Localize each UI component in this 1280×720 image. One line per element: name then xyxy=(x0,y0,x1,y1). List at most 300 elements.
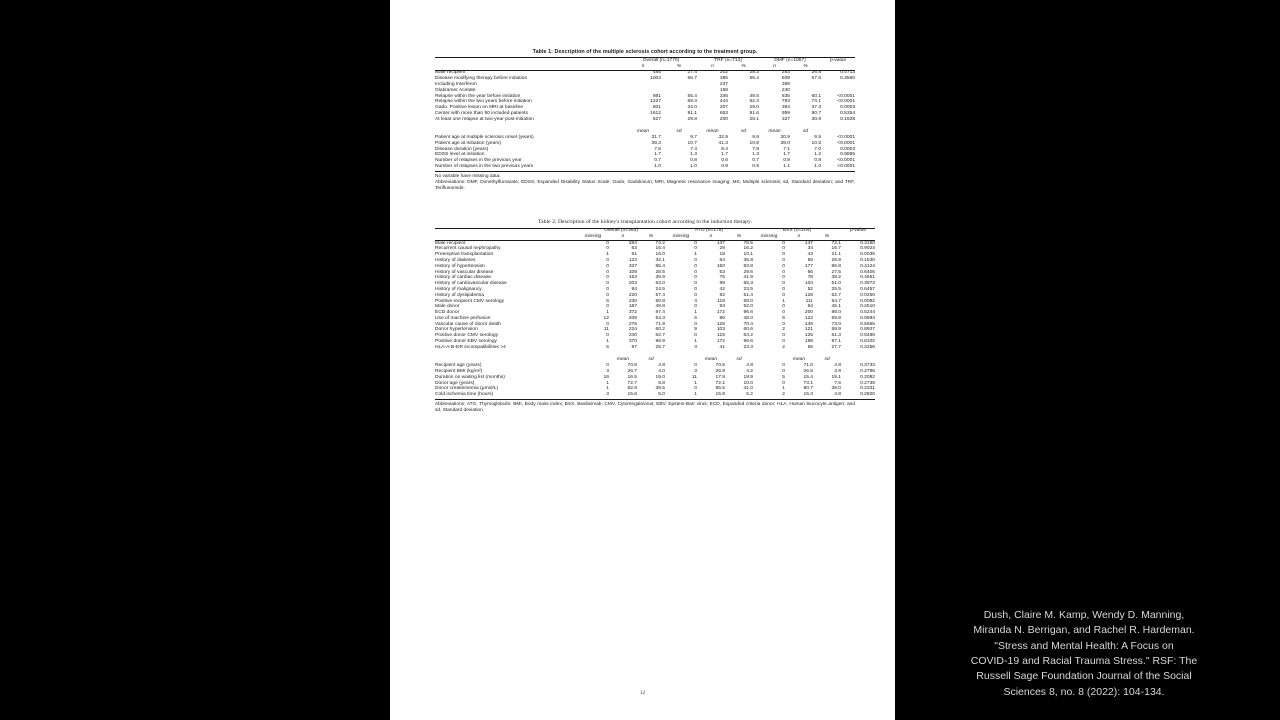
row-value-2: 653 xyxy=(719,110,729,116)
group-header-overall: Overall (n=1770) xyxy=(625,58,697,64)
row-value-6: 0.5354 xyxy=(840,110,856,116)
row-value-2: 96.9 xyxy=(655,338,665,344)
row-value-4: 1.7 xyxy=(783,152,791,158)
row-value-3: 1 xyxy=(694,338,697,344)
row-value-9: 0.0250 xyxy=(860,292,876,298)
row-value-4: 609 xyxy=(781,76,791,82)
row-label: Donor age (years) xyxy=(435,380,475,386)
row-value-9: 0.8927 xyxy=(860,327,876,333)
row-value-0: 1612 xyxy=(650,110,661,116)
row-label: Duration on waiting list (months) xyxy=(435,374,505,380)
citation-line: COVID-19 and Racial Trauma Stress." RSF: The xyxy=(970,654,1198,667)
row-value-0: 1004 xyxy=(650,76,661,82)
row-value-6: 0 xyxy=(782,338,786,344)
citation-line: "Stress and Mental Health: A Focus on xyxy=(994,639,1174,652)
row-label: Recurrent causal nephropathy xyxy=(435,246,501,252)
row-label: Male recipient xyxy=(435,70,466,76)
row-value-4: 635 xyxy=(781,93,791,99)
mean-sub-header-5: sd xyxy=(802,129,809,135)
row-value-6: <0.0001 xyxy=(837,158,856,164)
row-value-5: 18.9 xyxy=(743,374,754,380)
row-value-4: 86 xyxy=(719,315,725,321)
row-value-9: 0.6457 xyxy=(860,286,876,292)
mean-sub-header-1: sd xyxy=(676,129,682,135)
row-value-5: 7.0 xyxy=(814,146,822,152)
row-value-0: 5 xyxy=(606,344,609,350)
table-1-caption: Table 1: Description of the multiple sclerosis cohort according to the treatment group. xyxy=(532,49,758,55)
mean-sub-header-7: mean xyxy=(792,357,806,363)
row-label: Glatiramer Acetate xyxy=(435,87,476,93)
citation-line: Dush, Claire M. Kamp, Wendy D. Manning, xyxy=(983,609,1185,621)
row-value-5: 74.1 xyxy=(811,99,822,105)
row-value-6: 0.1928 xyxy=(840,116,856,122)
row-value-9: 0.8102 xyxy=(860,338,876,344)
row-value-7: 56 xyxy=(807,269,814,275)
row-value-2: 1.7 xyxy=(721,152,729,158)
mean-sub-header-8: sd xyxy=(824,357,830,363)
row-value-2: 53.0 xyxy=(655,281,665,287)
row-value-5: 10.0 xyxy=(743,380,754,386)
row-value-5: 10.1 xyxy=(743,252,754,258)
row-value-9: 0.6405 xyxy=(860,269,876,275)
row-value-0: 16 xyxy=(603,374,609,380)
row-value-3: 0 xyxy=(694,240,697,246)
row-value-4: 1.1 xyxy=(783,164,791,169)
row-value-4: 92 xyxy=(719,292,725,298)
row-value-3: 3 xyxy=(694,344,697,350)
row-value-1: 72.7 xyxy=(627,380,637,386)
row-value-0: 981 xyxy=(652,93,661,99)
row-label: History of cardiovascular disease xyxy=(435,281,507,287)
row-value-3: 1 xyxy=(694,310,697,316)
row-value-8: 4.8 xyxy=(834,363,842,369)
row-value-3: 48.5 xyxy=(749,93,760,99)
row-value-7: 52 xyxy=(807,286,814,292)
row-value-2: 8.8 xyxy=(658,380,665,386)
row-value-5: 23.3 xyxy=(743,344,754,350)
row-value-1: 203 xyxy=(628,281,637,287)
row-value-5: 96.6 xyxy=(743,338,754,344)
row-value-8: 27.5 xyxy=(831,269,842,275)
row-value-4: 283 xyxy=(781,70,791,76)
row-value-4: 150 xyxy=(716,263,725,269)
row-value-1: 327 xyxy=(628,263,637,269)
row-value-8: 3.9 xyxy=(834,368,842,374)
row-value-1: 16.5 xyxy=(627,374,637,380)
row-value-6: <0.0001 xyxy=(837,140,856,146)
row-value-6: 2 xyxy=(782,327,786,333)
row-value-0: 12 xyxy=(603,315,609,321)
row-value-4: 41 xyxy=(719,344,725,350)
row-value-3: 7.8 xyxy=(752,146,760,152)
row-value-1: 370 xyxy=(628,338,637,344)
row-value-6: 0 xyxy=(782,321,786,327)
row-value-1: 34.0 xyxy=(687,105,698,111)
row-value-5: 9.5 xyxy=(814,135,822,141)
sub-header-5: % xyxy=(725,234,753,240)
row-value-9: 0.4124 xyxy=(860,263,876,269)
row-value-9: 0.4651 xyxy=(860,275,876,281)
row-value-3: 9 xyxy=(694,327,697,333)
row-value-1: 153 xyxy=(628,275,637,281)
table-2 xyxy=(435,228,875,401)
row-value-8: 54.7 xyxy=(831,298,842,304)
row-value-2: 19.0 xyxy=(655,374,665,380)
row-value-8: 86.8 xyxy=(831,263,842,269)
row-value-6: 0 xyxy=(782,240,786,246)
row-value-5: 41.9 xyxy=(743,275,754,281)
row-value-0: 0 xyxy=(606,240,609,246)
bottom-rule-cell xyxy=(435,170,855,171)
row-value-1: 63 xyxy=(631,246,637,252)
table-2-footnote-abbrev: Abbreviations: ATG, Thymoglobulin; BMI, Body mass index; BSX, Basiliximab; CMV, Cytomegalovirus; EBV, Epstein-Barr virus; ECD, Expanded criteria donor; HLA, Human leucocyte antigen; and sd, Standard deviation. xyxy=(435,401,855,413)
row-value-4: 64 xyxy=(719,258,725,264)
row-label: Center with more than 50 included patients xyxy=(435,110,528,116)
row-value-4: 70.5 xyxy=(715,363,725,369)
row-value-6: 0.3560 xyxy=(840,76,856,82)
row-value-1: 123 xyxy=(628,258,637,264)
row-value-8: 7.5 xyxy=(834,380,842,386)
mean-sub-header-3: sd xyxy=(740,129,747,135)
row-value-5: 60.6 xyxy=(743,327,754,333)
row-label: Positive donor CMV serology xyxy=(435,333,499,339)
row-value-4: 240 xyxy=(781,87,791,93)
table-2-block xyxy=(435,219,876,414)
row-value-6: 0.4713 xyxy=(840,70,856,76)
row-value-8: 19.1 xyxy=(831,374,842,380)
row-value-6: 0 xyxy=(782,246,786,252)
row-value-4: 99 xyxy=(719,281,725,287)
sub-header-0: missing xyxy=(577,234,609,240)
row-label: Donor creatininemia (μmol/L) xyxy=(435,386,499,392)
row-value-3: 11 xyxy=(691,374,697,380)
row-value-0: 1 xyxy=(606,252,609,258)
row-value-4: 93 xyxy=(719,304,725,310)
row-value-2: 85.4 xyxy=(655,263,665,269)
row-value-3: 0 xyxy=(694,286,697,292)
row-label: EDSS level at initiation xyxy=(435,152,485,158)
row-label: History of diabetes xyxy=(435,258,476,264)
sub-header-2: n xyxy=(697,64,728,70)
row-value-4: 18 xyxy=(719,252,725,258)
row-value-4: 17.9 xyxy=(715,374,725,380)
row-value-5: 76.5 xyxy=(743,240,754,246)
row-value-7: 71.0 xyxy=(803,363,814,369)
row-value-9: 0.0082 xyxy=(860,298,876,304)
row-label: Disease duration (years) xyxy=(435,146,489,152)
row-value-3: 29.0 xyxy=(749,105,760,111)
row-value-6: 0 xyxy=(782,363,786,369)
row-value-6: 0 xyxy=(782,269,786,275)
row-value-6: 0 xyxy=(782,368,786,374)
row-label: History of cardiac disease xyxy=(435,275,491,281)
row-value-0: 601 xyxy=(652,105,661,111)
mean-sub-header-5: sd xyxy=(736,357,742,363)
row-value-1: 9.7 xyxy=(690,135,698,141)
row-value-7: 78 xyxy=(807,275,814,281)
row-value-1: 70.8 xyxy=(627,363,637,369)
row-value-6: 0 xyxy=(782,263,786,269)
row-value-6: 0 xyxy=(782,292,786,298)
row-value-2: 32.1 xyxy=(655,258,665,264)
row-value-6: 0 xyxy=(782,252,786,258)
citation-line: Sciences 8, no. 8 (2022): 104-134. xyxy=(1003,685,1165,698)
row-value-5: 51.4 xyxy=(743,292,754,298)
row-label: Cold ischemia time (hours) xyxy=(435,392,494,398)
row-label: Positive recipient CMV serology xyxy=(435,298,505,304)
row-value-5: 96.6 xyxy=(743,310,754,316)
row-value-8: 38.2 xyxy=(831,275,842,281)
row-value-3: 1 xyxy=(694,252,697,258)
row-value-1: 224 xyxy=(628,327,637,333)
row-value-9: 0.2796 xyxy=(860,368,876,374)
row-value-2: 5.0 xyxy=(658,392,665,398)
row-value-7: 177 xyxy=(804,263,814,269)
row-value-2: 158 xyxy=(719,87,729,93)
row-value-0: 0 xyxy=(606,333,609,339)
row-value-4: 394 xyxy=(781,105,791,111)
row-value-5: 4.2 xyxy=(746,368,754,374)
sub-header-7: n xyxy=(785,234,813,240)
row-value-5: 70.4 xyxy=(743,321,754,327)
row-value-4: 0.8 xyxy=(783,158,791,164)
row-value-1: 1.0 xyxy=(690,164,698,169)
row-value-9: 0.2331 xyxy=(860,386,876,392)
row-value-6: <0.0001 xyxy=(837,135,856,141)
row-value-1: 69.3 xyxy=(687,99,698,105)
row-label: At least one relapse at two-year post-initiation xyxy=(435,116,534,122)
sub-header-5: % xyxy=(790,64,821,70)
row-value-4: 959 xyxy=(781,110,791,116)
row-value-0: 1 xyxy=(606,338,609,344)
row-value-5: 30.9 xyxy=(811,116,822,122)
table-row xyxy=(435,345,875,351)
table-1-footnote-abbrev: Abbreviations: DMF, Dimethylfumarate; EDSS, Expanded Disability Status Scale; Gado, Gadolinium; MRI, Magnetic resonance imaging; MS, Multiple sclerosis; sd, Standard deviation; and TRF, Teriflunomide. xyxy=(435,179,855,191)
row-value-7: 198 xyxy=(804,338,814,344)
row-value-2: 60.8 xyxy=(655,298,665,304)
row-value-8: 28.9 xyxy=(831,258,842,264)
row-value-4: 15.9 xyxy=(715,392,725,398)
row-value-0: 3 xyxy=(606,392,609,398)
row-value-9: 0.9024 xyxy=(860,246,876,252)
sub-header-3: missing xyxy=(665,234,697,240)
mean-sub-header-1: mean xyxy=(616,357,630,363)
row-value-2: 28.5 xyxy=(655,269,665,275)
row-label: Male recipient xyxy=(435,240,466,246)
row-value-4: 172 xyxy=(716,310,725,316)
row-value-0: 0 xyxy=(606,363,609,369)
row-value-3: 9.8 xyxy=(752,135,760,141)
row-value-2: 62.7 xyxy=(655,333,665,339)
row-value-1: 284 xyxy=(628,240,637,246)
row-value-1: 0.8 xyxy=(690,158,698,164)
row-value-9: 0.1530 xyxy=(860,258,876,264)
row-value-3: 28.1 xyxy=(749,116,760,122)
row-value-4: 103 xyxy=(716,327,725,333)
row-value-1: 240 xyxy=(628,333,637,339)
row-value-4: 29 xyxy=(719,246,725,252)
row-value-7: 26.5 xyxy=(803,368,814,374)
row-value-5: 26.8 xyxy=(811,70,822,76)
row-value-7: 200 xyxy=(804,310,814,316)
row-value-8: 72.1 xyxy=(831,240,842,246)
row-value-8: 98.0 xyxy=(831,310,842,316)
row-value-0: 0 xyxy=(606,292,609,298)
row-value-2: 39.9 xyxy=(655,275,665,281)
row-value-1: 91.1 xyxy=(687,110,698,116)
row-value-8: 61.3 xyxy=(831,333,842,339)
row-value-5: 1.2 xyxy=(814,152,822,158)
group-header-dmf: DMF (n=1057) xyxy=(759,58,821,64)
table-2-caption: Table 2: Description of the kidney's transplantation cohort according to the induction therapy. xyxy=(538,219,752,226)
row-value-9: 0.2739 xyxy=(860,380,876,386)
row-value-3: 3 xyxy=(694,368,697,374)
row-value-2: 202 xyxy=(719,70,729,76)
mean-sub-header-0: mean xyxy=(636,129,650,135)
sub-header-4: n xyxy=(697,234,725,240)
row-value-2: 39.5 xyxy=(655,386,665,392)
row-value-3: 6 xyxy=(694,315,697,321)
row-value-5: 57.6 xyxy=(811,76,822,82)
row-value-5: 41.0 xyxy=(743,386,754,392)
bottom-rule-cell xyxy=(435,398,875,399)
row-value-8: 59.9 xyxy=(831,327,842,333)
row-value-8: 27.7 xyxy=(831,344,842,350)
row-value-3: 0 xyxy=(694,321,697,327)
row-value-1: 97 xyxy=(631,344,637,350)
row-value-1: 26.7 xyxy=(627,368,637,374)
row-value-0: 11 xyxy=(603,327,609,333)
row-value-7: 56 xyxy=(807,344,814,350)
group-header-overall: Overall (n=383) xyxy=(577,228,665,234)
row-value-2: 74.2 xyxy=(655,240,665,246)
row-value-3: 0 xyxy=(694,363,697,369)
row-value-7: 59 xyxy=(807,258,814,264)
table-bottom-rule xyxy=(435,398,875,399)
row-value-9: 0.2082 xyxy=(860,374,876,380)
row-value-5: 16.2 xyxy=(743,246,754,252)
row-value-4: 172 xyxy=(716,338,725,344)
sub-header-3: % xyxy=(728,64,759,70)
row-value-5: 83.8 xyxy=(743,263,754,269)
row-value-4: 30.9 xyxy=(780,135,791,141)
row-value-5: 0.8 xyxy=(814,158,822,164)
row-value-8: 38.0 xyxy=(831,386,842,392)
row-value-5: 68.0 xyxy=(743,298,754,304)
row-value-1: 61 xyxy=(631,252,637,258)
row-label: HLA-A-B-DR incompatibilities >4 xyxy=(435,344,506,350)
row-value-5: 37.3 xyxy=(811,105,822,111)
row-value-1: 230 xyxy=(628,298,637,304)
row-value-0: 1.0 xyxy=(654,164,661,169)
sub-header-4: n xyxy=(759,64,790,70)
row-value-3: 4 xyxy=(694,298,697,304)
row-value-1: 27.4 xyxy=(687,70,698,76)
row-value-1: 109 xyxy=(628,269,637,275)
row-value-4: 7.1 xyxy=(783,146,791,152)
row-value-1: 56.7 xyxy=(687,76,698,82)
row-value-2: 444 xyxy=(719,99,729,105)
row-label: Use of machine perfusion xyxy=(435,315,491,321)
row-value-7: 122 xyxy=(804,315,814,321)
row-value-0: 0 xyxy=(606,269,609,275)
row-value-4: 26.9 xyxy=(715,368,725,374)
row-value-0: 1 xyxy=(606,310,609,316)
row-value-2: 16.4 xyxy=(655,246,665,252)
row-value-8: 16.7 xyxy=(831,246,842,252)
spacer-cell xyxy=(435,351,875,358)
row-label: ECD donor xyxy=(435,310,460,316)
mean-sub-header-4: mean xyxy=(704,357,718,363)
row-value-5: 52.0 xyxy=(743,304,754,310)
row-value-2: 0.6 xyxy=(721,158,729,164)
row-value-8: 97.1 xyxy=(831,338,842,344)
row-value-9: 0.0684 xyxy=(860,315,876,321)
sub-header-1: % xyxy=(661,64,697,70)
row-label: Vascular cause of donor death xyxy=(435,321,501,327)
row-value-3: 0 xyxy=(694,275,697,281)
group-header-atg: ATG (n=179) xyxy=(665,228,753,234)
row-value-1: 7.4 xyxy=(690,146,698,152)
row-value-2: 97.4 xyxy=(655,310,665,316)
document-page xyxy=(390,0,895,720)
row-value-3: 0.7 xyxy=(752,158,760,164)
row-value-5: 29.6 xyxy=(743,269,754,275)
row-value-2: 4.8 xyxy=(658,363,665,369)
row-value-7: 94 xyxy=(807,304,814,310)
row-value-5: 35.8 xyxy=(743,258,754,264)
row-label: Recipient age (years) xyxy=(435,363,482,369)
row-value-3: 0 xyxy=(694,333,697,339)
group-header-trf: TRF (n=713) xyxy=(697,58,759,64)
table-1 xyxy=(435,57,855,172)
row-label: History of malignancy xyxy=(435,286,482,292)
row-value-8: 59.8 xyxy=(831,315,842,321)
row-value-0: 485 xyxy=(652,70,661,76)
row-value-9: 0.2820 xyxy=(860,392,876,398)
row-label: Patient age at multiple sclerosis onset (years) xyxy=(435,135,534,141)
row-value-3: 1 xyxy=(694,380,697,386)
row-label: History of vascular disease xyxy=(435,269,494,275)
row-value-7: 125 xyxy=(804,333,814,339)
row-value-6: 5 xyxy=(782,374,786,380)
row-value-6: 0.9885 xyxy=(840,152,856,158)
row-value-0: 1 xyxy=(606,386,609,392)
row-value-4: 115 xyxy=(717,333,725,339)
row-value-7: 15.4 xyxy=(803,374,814,380)
row-value-8: 73.0 xyxy=(831,321,842,327)
row-value-7: 128 xyxy=(804,292,814,298)
row-value-6: 2 xyxy=(782,392,786,398)
row-value-7: 80.7 xyxy=(803,386,814,392)
row-value-2: 57.4 xyxy=(655,292,665,298)
row-value-3: 0 xyxy=(694,258,697,264)
table-1-block xyxy=(435,50,855,192)
row-value-9: 0.5244 xyxy=(860,310,876,316)
citation-line: Russell Sage Foundation Journal of the Social xyxy=(976,670,1192,683)
row-value-2: 24.5 xyxy=(655,286,665,292)
row-value-1: 208 xyxy=(628,315,637,321)
row-value-1: 55.4 xyxy=(687,93,698,99)
row-value-7: 73.1 xyxy=(803,380,814,386)
table-1-footnote-missing: No variable have missing data. xyxy=(435,173,501,179)
row-value-8: 25.5 xyxy=(831,286,842,292)
row-value-3: 0 xyxy=(694,269,697,275)
row-value-6: 6 xyxy=(782,315,786,321)
row-value-6: 1 xyxy=(782,386,786,392)
row-label: Including Interferon xyxy=(435,81,477,87)
row-value-2: 200 xyxy=(719,116,729,122)
